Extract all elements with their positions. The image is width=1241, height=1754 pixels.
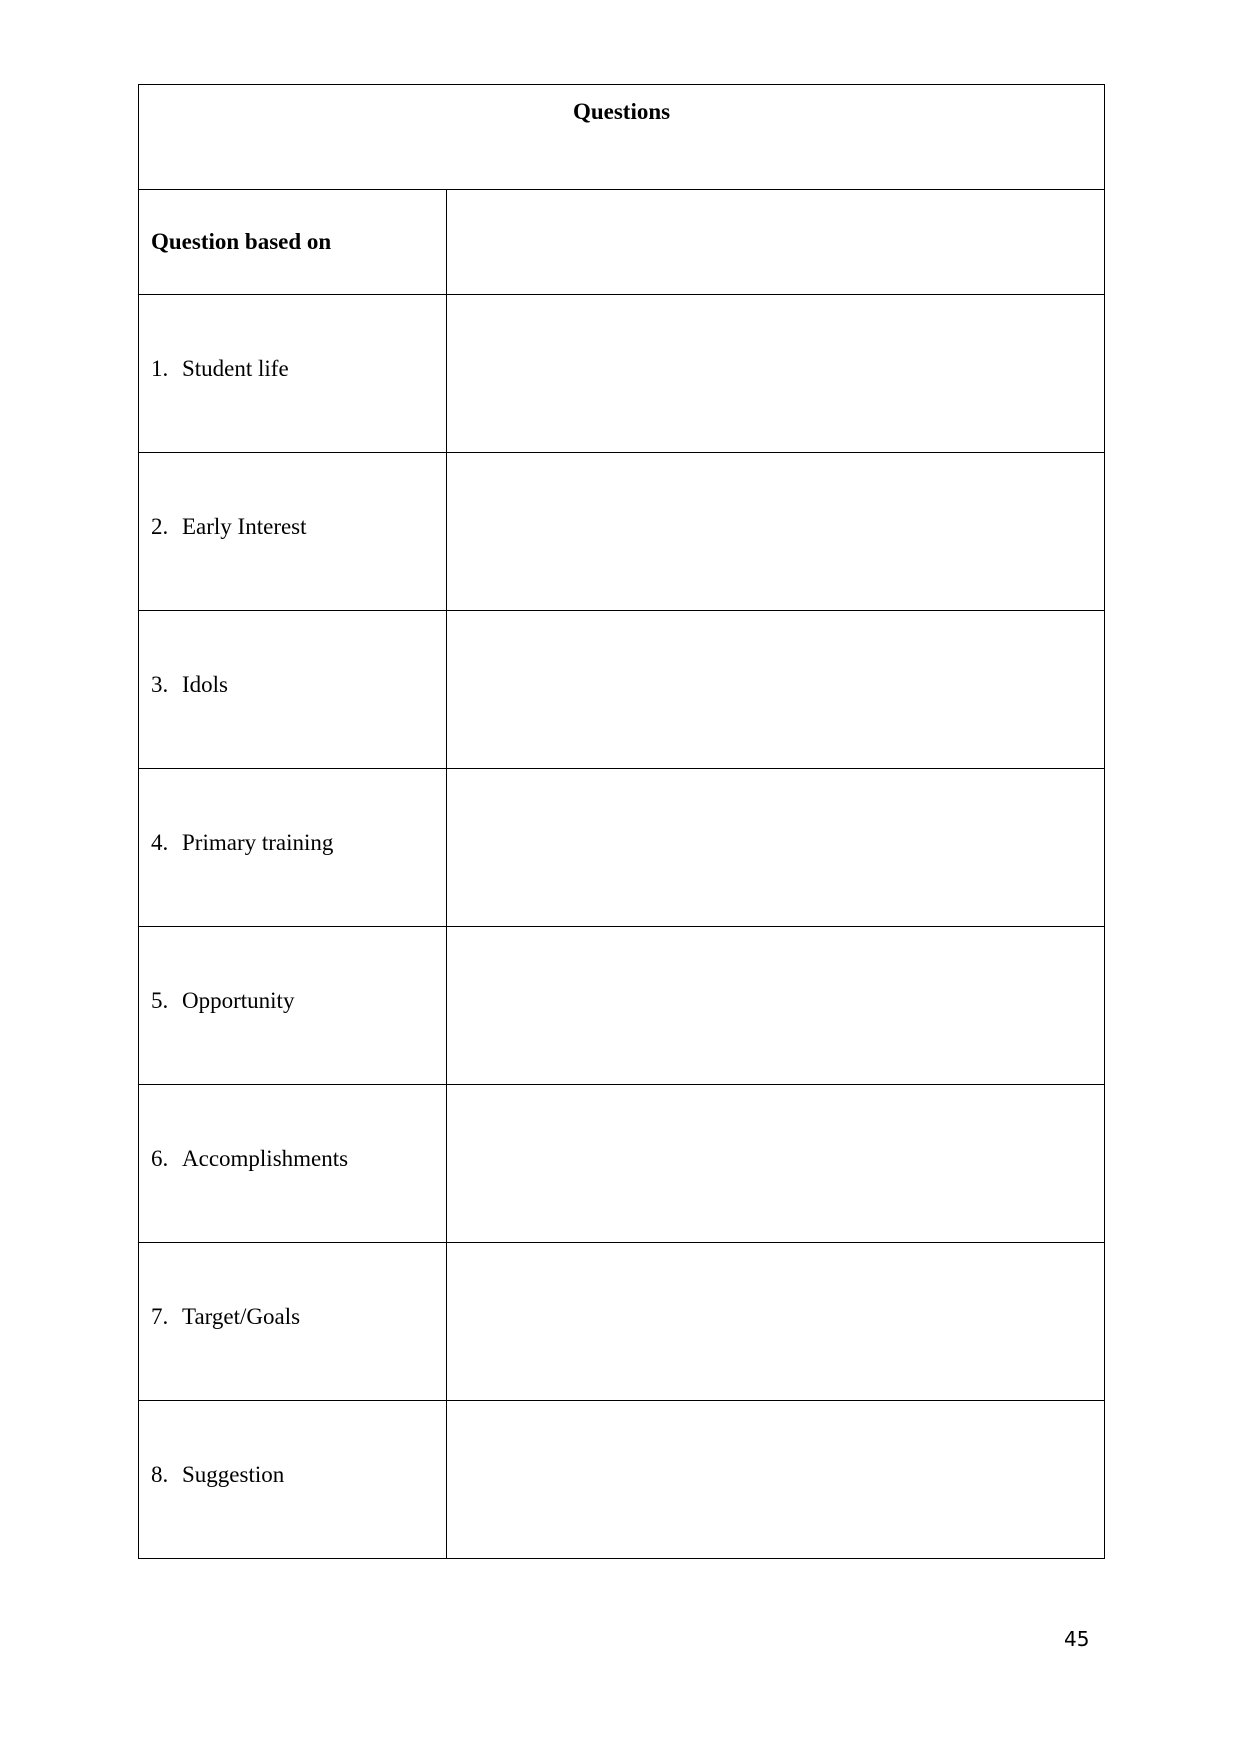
questions-table: [138, 84, 1105, 1559]
table-row: [139, 769, 1105, 927]
answer-cell: [447, 453, 1105, 611]
topic-label: Primary training: [182, 830, 334, 856]
topic-number: 5.: [151, 988, 169, 1014]
table-row: [139, 1085, 1105, 1243]
answer-cell: [447, 295, 1105, 453]
topic-label: Early Interest: [182, 514, 307, 540]
topic-cell: [139, 927, 447, 1085]
topic-label: Student life: [182, 356, 289, 382]
topic-label: Accomplishments: [182, 1146, 349, 1172]
topic-cell: [139, 1401, 447, 1559]
topic-label: Target/Goals: [182, 1304, 301, 1330]
answer-cell: [447, 1243, 1105, 1401]
table-title-cell: [139, 85, 1105, 190]
topic-number: 8.: [151, 1462, 169, 1488]
topic-cell: [139, 1243, 447, 1401]
answer-cell: [447, 1401, 1105, 1559]
table-title: Questions: [572, 99, 671, 124]
topic-number: 6.: [151, 1146, 169, 1172]
topic-label: Suggestion: [182, 1462, 285, 1488]
header-answer-cell: [447, 190, 1105, 295]
topic-cell: [139, 295, 447, 453]
topic-cell: [139, 1085, 447, 1243]
answer-cell: [447, 769, 1105, 927]
answer-cell: [447, 611, 1105, 769]
table-row: [139, 453, 1105, 611]
table-row: [139, 1401, 1105, 1559]
topic-label: Idols: [182, 672, 228, 698]
topic-number: 2.: [151, 514, 169, 540]
topic-number: 7.: [151, 1304, 169, 1330]
topic-number: 1.: [151, 356, 169, 382]
table-row: [139, 1243, 1105, 1401]
page-number: 45: [1064, 1627, 1090, 1651]
table-row: [139, 295, 1105, 453]
answer-cell: [447, 927, 1105, 1085]
table-header-row: [139, 190, 1105, 295]
topic-number: 3.: [151, 672, 169, 698]
topic-number: 4.: [151, 830, 169, 856]
topic-label: Opportunity: [182, 988, 295, 1014]
table-row: [139, 927, 1105, 1085]
question-based-on-label: Question based on: [139, 190, 447, 295]
topic-cell: [139, 769, 447, 927]
answer-cell: [447, 1085, 1105, 1243]
table-title-row: [139, 85, 1105, 190]
table-row: [139, 611, 1105, 769]
topic-cell: [139, 453, 447, 611]
topic-cell: [139, 611, 447, 769]
